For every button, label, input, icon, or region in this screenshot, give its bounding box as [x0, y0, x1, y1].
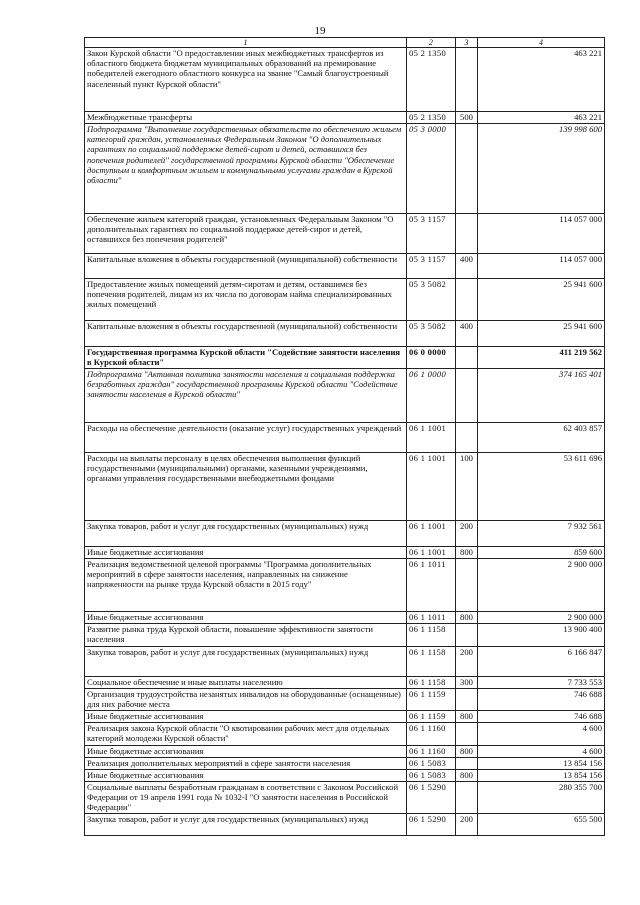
- table-row: [85, 254, 605, 279]
- row-amount-cell: 114 057 000: [478, 214, 605, 254]
- row-code-cell: 05 3 5082: [407, 279, 456, 321]
- row-amount-cell: 4 600: [478, 723, 605, 746]
- row-expense-type-cell: 800: [456, 612, 478, 624]
- table-row: [85, 214, 605, 254]
- row-code-cell: 06 1 5083: [407, 758, 456, 770]
- row-name-cell: Закупка товаров, работ и услуг для государственных (муниципальных) нужд: [85, 521, 407, 547]
- row-amount-cell: 139 998 600: [478, 124, 605, 214]
- row-expense-type-cell: [456, 124, 478, 214]
- row-expense-type-cell: 500: [456, 112, 478, 124]
- row-amount-cell: 463 221: [478, 112, 605, 124]
- row-name-cell: Капитальные вложения в объекты государственной (муниципальной) собственности: [85, 254, 407, 279]
- row-name-cell: Обеспечение жильем категорий граждан, установленных Федеральным Законом "О дополнительных гарантиях по социальной поддержке детей-сирот и детей, оставшихся без попечения родителей": [85, 214, 407, 254]
- row-expense-type-cell: [456, 689, 478, 711]
- row-code-cell: 05 3 0000: [407, 124, 456, 214]
- row-expense-type-cell: [456, 758, 478, 770]
- row-name-cell: Закупка товаров, работ и услуг для государственных (муниципальных) нужд: [85, 813, 407, 835]
- row-amount-cell: 13 900 400: [478, 624, 605, 647]
- row-code-cell: 06 1 1158: [407, 677, 456, 689]
- table-row: [85, 689, 605, 711]
- row-amount-cell: 655 500: [478, 813, 605, 835]
- table-row: [85, 124, 605, 214]
- row-amount-cell: 746 688: [478, 689, 605, 711]
- row-expense-type-cell: 800: [456, 711, 478, 723]
- row-code-cell: 06 1 1160: [407, 723, 456, 746]
- row-code-cell: 06 1 0000: [407, 369, 456, 423]
- row-expense-type-cell: 400: [456, 254, 478, 279]
- page-number: 19: [314, 25, 326, 37]
- table-row: [85, 112, 605, 124]
- table-row: [85, 711, 605, 723]
- row-amount-cell: 25 941 600: [478, 279, 605, 321]
- row-name-cell: Закупка товаров, работ и услуг для государственных (муниципальных) нужд: [85, 647, 407, 677]
- row-name-cell: Подпрограмма "Выполнение государственных обязательств по обеспечению жильем категорий граждан, установленных Федеральным Законом "О дополнительных гарантиях по социальной поддержке детей-сирот и детей, оставшихся без попечения родителей" государственной программы Курской области "Обеспечение доступным и комфортным жильем и коммунальными услугами граждан в Курской области": [85, 124, 407, 214]
- table-row: [85, 782, 605, 814]
- row-amount-cell: 62 403 857: [478, 423, 605, 453]
- row-name-cell: Социальное обеспечение и иные выплаты населению: [85, 677, 407, 689]
- row-name-cell: Реализация закона Курской области "О квотировании рабочих мест для отдельных категорий молодежи Курской области": [85, 723, 407, 746]
- row-code-cell: 06 1 1159: [407, 689, 456, 711]
- row-code-cell: 06 1 1001: [407, 547, 456, 559]
- row-code-cell: 06 1 1159: [407, 711, 456, 723]
- table-row: [85, 677, 605, 689]
- row-expense-type-cell: 400: [456, 321, 478, 347]
- table-row: [85, 559, 605, 612]
- row-amount-cell: 114 057 000: [478, 254, 605, 279]
- row-expense-type-cell: [456, 48, 478, 112]
- column-header-2: 2: [407, 38, 456, 48]
- row-code-cell: 05 2 1350: [407, 112, 456, 124]
- row-expense-type-cell: 800: [456, 547, 478, 559]
- row-code-cell: 06 1 1160: [407, 746, 456, 758]
- table-row: [85, 547, 605, 559]
- table-row: [85, 770, 605, 782]
- table-row: [85, 347, 605, 369]
- row-code-cell: 06 1 1001: [407, 423, 456, 453]
- row-amount-cell: 53 611 696: [478, 453, 605, 521]
- table-row: [85, 746, 605, 758]
- row-amount-cell: 2 900 000: [478, 612, 605, 624]
- row-code-cell: 05 3 1157: [407, 254, 456, 279]
- row-name-cell: Межбюджетные трансферты: [85, 112, 407, 124]
- row-expense-type-cell: 200: [456, 813, 478, 835]
- row-expense-type-cell: 100: [456, 453, 478, 521]
- row-name-cell: Капитальные вложения в объекты государственной (муниципальной) собственности: [85, 321, 407, 347]
- row-amount-cell: 7 733 553: [478, 677, 605, 689]
- row-expense-type-cell: [456, 347, 478, 369]
- row-amount-cell: 280 355 700: [478, 782, 605, 814]
- table-row: [85, 758, 605, 770]
- row-amount-cell: 463 221: [478, 48, 605, 112]
- row-name-cell: Иные бюджетные ассигнования: [85, 746, 407, 758]
- row-name-cell: Расходы на выплаты персоналу в целях обеспечения выполнения функций государственными (муниципальными) органами, казенными учреждениями, органами управления государственными внебюджетными фондами: [85, 453, 407, 521]
- row-code-cell: 06 1 1011: [407, 612, 456, 624]
- row-name-cell: Реализация дополнительных мероприятий в сфере занятости населения: [85, 758, 407, 770]
- row-name-cell: Развитие рынка труда Курской области, повышение эффективности занятости населения: [85, 624, 407, 647]
- row-expense-type-cell: [456, 279, 478, 321]
- row-code-cell: 06 0 0000: [407, 347, 456, 369]
- row-code-cell: 05 2 1350: [407, 48, 456, 112]
- row-amount-cell: 411 219 562: [478, 347, 605, 369]
- row-name-cell: Предоставление жилых помещений детям-сиротам и детям, оставшимся без попечения родителей, лицам из их числа по договорам найма специализированных жилых помещений: [85, 279, 407, 321]
- row-expense-type-cell: [456, 624, 478, 647]
- row-name-cell: Иные бюджетные ассигнования: [85, 547, 407, 559]
- row-expense-type-cell: 300: [456, 677, 478, 689]
- row-name-cell: Закон Курской области "О предоставлении иных межбюджетных трансфертов из областного бюджета бюджетам муниципальных образований на премирование победителей ежегодного областного конкурса на звание "Самый благоустроенный населенный пункт Курской области": [85, 48, 407, 112]
- row-expense-type-cell: [456, 559, 478, 612]
- row-name-cell: Социальные выплаты безработным гражданам в соответствии с Законом Российской Федерации от 19 апреля 1991 года № 1032-I "О занятости населения в Российской Федерации": [85, 782, 407, 814]
- row-amount-cell: 4 600: [478, 746, 605, 758]
- row-name-cell: Иные бюджетные ассигнования: [85, 770, 407, 782]
- row-expense-type-cell: 800: [456, 770, 478, 782]
- table-row: [85, 521, 605, 547]
- column-header-3: 3: [456, 38, 478, 48]
- row-code-cell: 06 1 1158: [407, 624, 456, 647]
- row-amount-cell: 7 932 561: [478, 521, 605, 547]
- row-name-cell: Иные бюджетные ассигнования: [85, 612, 407, 624]
- row-name-cell: Реализация ведомственной целевой программы "Программа дополнительных мероприятий в сфере занятости населения, направленных на снижение напряженности на рынке труда Курской области в 2015 году": [85, 559, 407, 612]
- row-expense-type-cell: [456, 782, 478, 814]
- table-row: [85, 321, 605, 347]
- row-amount-cell: 13 854 156: [478, 770, 605, 782]
- row-expense-type-cell: [456, 369, 478, 423]
- table-row: [85, 369, 605, 423]
- column-number-row: [85, 38, 605, 48]
- row-name-cell: Расходы на обеспечение деятельности (оказание услуг) государственных учреждений: [85, 423, 407, 453]
- row-expense-type-cell: [456, 423, 478, 453]
- row-expense-type-cell: 200: [456, 521, 478, 547]
- table-row: [85, 453, 605, 521]
- row-code-cell: 05 3 1157: [407, 214, 456, 254]
- row-name-cell: Государственная программа Курской области "Содействие занятости населения в Курской области": [85, 347, 407, 369]
- table-row: [85, 723, 605, 746]
- table-row: [85, 813, 605, 835]
- row-code-cell: 06 1 5083: [407, 770, 456, 782]
- table-row: [85, 423, 605, 453]
- row-amount-cell: 6 166 847: [478, 647, 605, 677]
- row-code-cell: 06 1 1001: [407, 521, 456, 547]
- table-row: [85, 279, 605, 321]
- column-header-1: 1: [85, 38, 407, 48]
- row-code-cell: 06 1 1011: [407, 559, 456, 612]
- table-row: [85, 612, 605, 624]
- table-row: [85, 48, 605, 112]
- budget-table: [84, 37, 605, 836]
- row-name-cell: Иные бюджетные ассигнования: [85, 711, 407, 723]
- row-code-cell: 06 1 1158: [407, 647, 456, 677]
- row-expense-type-cell: [456, 214, 478, 254]
- row-expense-type-cell: 200: [456, 647, 478, 677]
- row-amount-cell: 13 854 156: [478, 758, 605, 770]
- row-amount-cell: 374 165 401: [478, 369, 605, 423]
- row-name-cell: Подпрограмма "Активная политика занятости населения и социальная поддержка безработных граждан" государственной программы Курской области "Содействие занятости населения в Курской области": [85, 369, 407, 423]
- row-code-cell: 06 1 1001: [407, 453, 456, 521]
- column-header-4: 4: [478, 38, 605, 48]
- row-code-cell: 05 3 5082: [407, 321, 456, 347]
- table-row: [85, 624, 605, 647]
- row-name-cell: Организация трудоустройства незанятых инвалидов на оборудованные (оснащенные) для них рабочие места: [85, 689, 407, 711]
- row-amount-cell: 2 900 000: [478, 559, 605, 612]
- row-code-cell: 06 1 5290: [407, 782, 456, 814]
- table-row: [85, 647, 605, 677]
- row-amount-cell: 746 688: [478, 711, 605, 723]
- row-amount-cell: 859 600: [478, 547, 605, 559]
- row-amount-cell: 25 941 600: [478, 321, 605, 347]
- row-code-cell: 06 1 5290: [407, 813, 456, 835]
- row-expense-type-cell: 800: [456, 746, 478, 758]
- row-expense-type-cell: [456, 723, 478, 746]
